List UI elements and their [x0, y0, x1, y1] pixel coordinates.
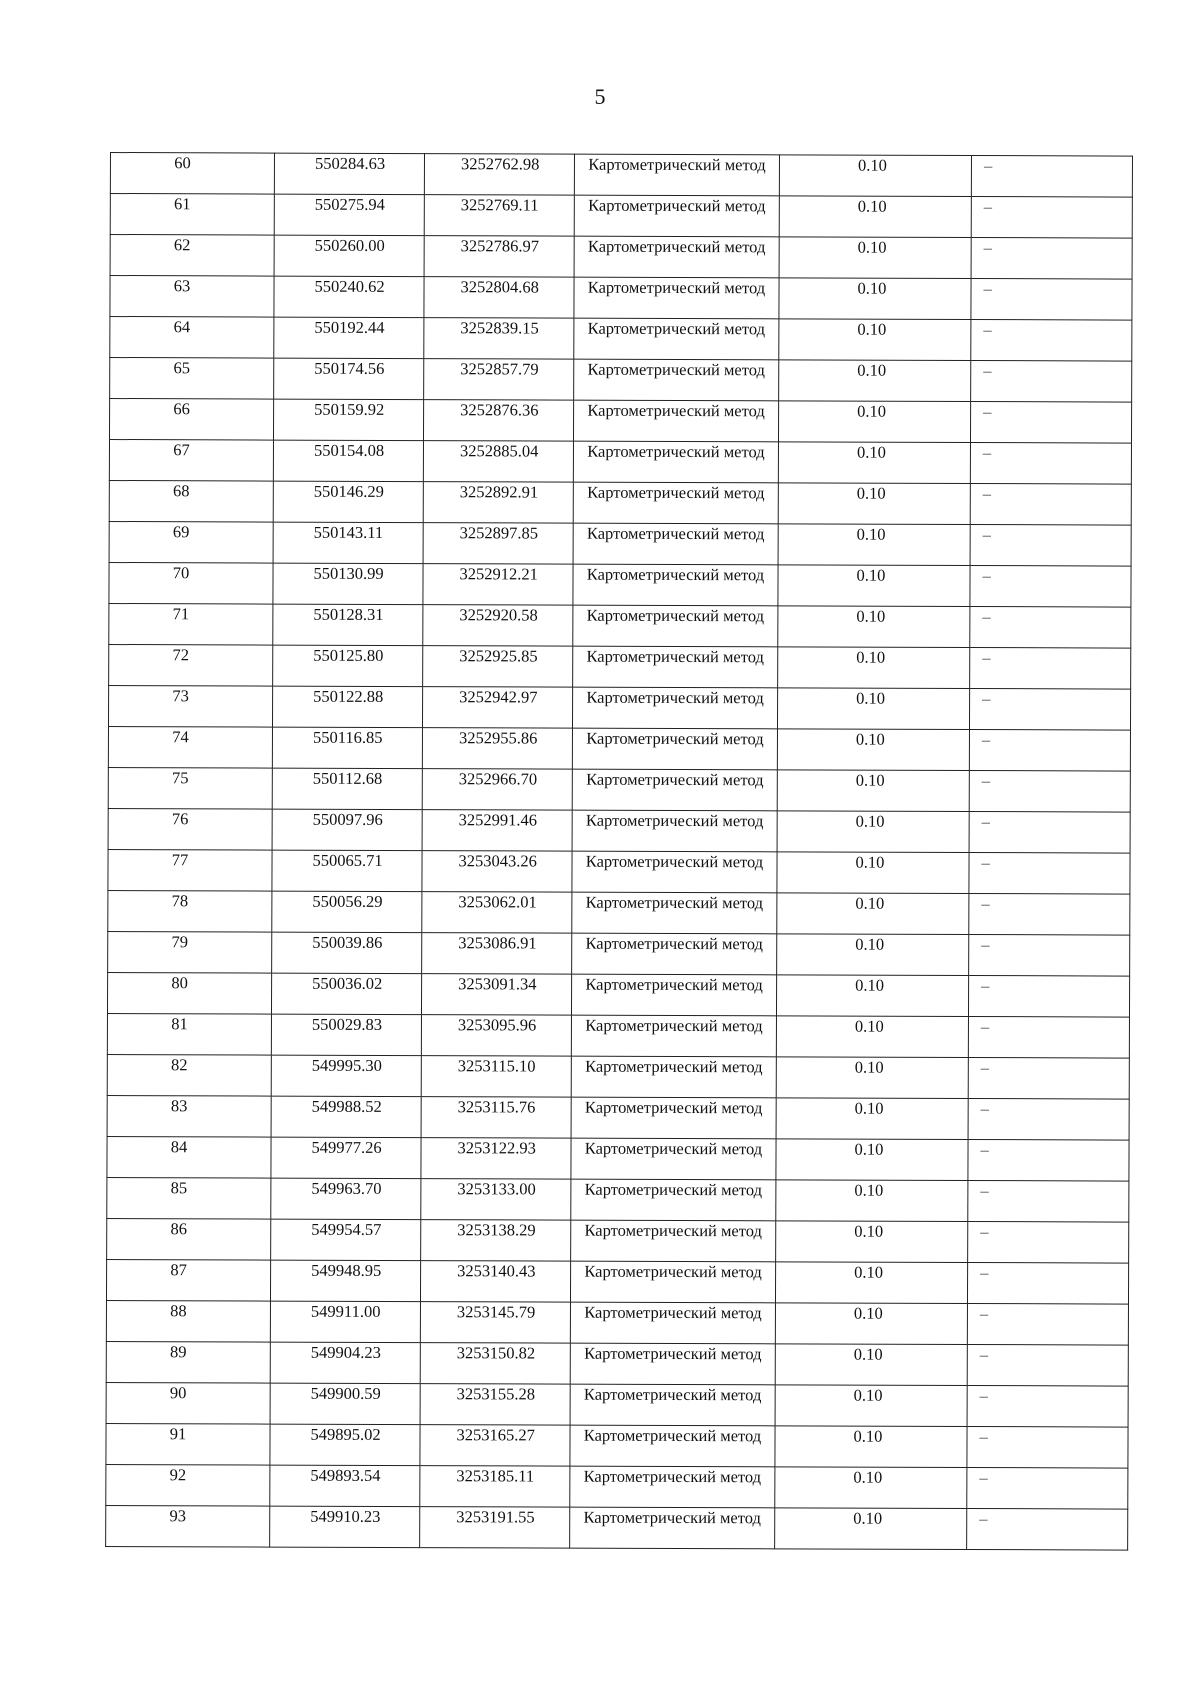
- accuracy-cell: 0.10: [776, 1221, 968, 1263]
- method-cell: Картометрический метод: [570, 1466, 775, 1508]
- method-cell: Картометрический метод: [574, 154, 779, 196]
- method-cell: Картометрический метод: [570, 1507, 775, 1549]
- note-cell: –: [971, 238, 1132, 280]
- point-number-cell: 64: [110, 317, 274, 359]
- point-number-cell: 85: [107, 1177, 271, 1219]
- note-cell: –: [969, 730, 1130, 772]
- note-cell: –: [968, 1181, 1129, 1223]
- y-coordinate-cell: 3252897.85: [423, 523, 573, 565]
- point-number-cell: 91: [106, 1423, 270, 1465]
- note-cell: –: [971, 279, 1132, 321]
- y-coordinate-cell: 3253155.28: [420, 1384, 570, 1426]
- table-row: [109, 480, 1131, 525]
- method-cell: Картометрический метод: [570, 1302, 775, 1344]
- y-coordinate-cell: 3253091.34: [421, 974, 571, 1016]
- x-coordinate-cell: 549911.00: [270, 1301, 420, 1343]
- table-row: [107, 1095, 1129, 1140]
- table-row: [108, 808, 1130, 853]
- table-row: [109, 521, 1131, 566]
- accuracy-cell: 0.10: [777, 852, 969, 894]
- y-coordinate-cell: 3253185.11: [420, 1466, 570, 1508]
- point-number-cell: 80: [107, 972, 271, 1014]
- accuracy-cell: 0.10: [775, 1344, 967, 1386]
- y-coordinate-cell: 3252769.11: [424, 195, 574, 237]
- table-row: [110, 276, 1132, 321]
- note-cell: –: [971, 320, 1132, 362]
- accuracy-cell: 0.10: [779, 196, 971, 238]
- method-cell: Картометрический метод: [571, 1138, 776, 1180]
- y-coordinate-cell: 3252925.85: [423, 646, 573, 688]
- table-row: [106, 1464, 1128, 1509]
- accuracy-cell: 0.10: [777, 729, 969, 771]
- y-coordinate-cell: 3253095.96: [421, 1015, 571, 1057]
- x-coordinate-cell: 550036.02: [271, 973, 421, 1015]
- note-cell: –: [970, 484, 1131, 526]
- method-cell: Картометрический метод: [572, 933, 777, 975]
- table-row: [107, 1177, 1129, 1222]
- accuracy-cell: 0.10: [778, 606, 970, 648]
- y-coordinate-cell: 3253140.43: [420, 1261, 570, 1303]
- table-row: [107, 1013, 1129, 1058]
- accuracy-cell: 0.10: [775, 1303, 967, 1345]
- note-cell: –: [971, 361, 1132, 403]
- point-number-cell: 67: [109, 440, 273, 482]
- point-number-cell: 73: [108, 685, 272, 727]
- point-number-cell: 83: [107, 1095, 271, 1137]
- y-coordinate-cell: 3252839.15: [424, 318, 574, 360]
- accuracy-cell: 0.10: [778, 647, 970, 689]
- y-coordinate-cell: 3253165.27: [420, 1425, 570, 1467]
- method-cell: Картометрический метод: [572, 892, 777, 934]
- y-coordinate-cell: 3252920.58: [423, 605, 573, 647]
- note-cell: –: [968, 976, 1129, 1018]
- note-cell: –: [969, 935, 1130, 977]
- method-cell: Картометрический метод: [571, 1179, 776, 1221]
- point-number-cell: 79: [108, 931, 272, 973]
- x-coordinate-cell: 550125.80: [273, 645, 423, 687]
- table-row: [107, 1054, 1129, 1099]
- accuracy-cell: 0.10: [775, 1467, 967, 1509]
- x-coordinate-cell: 549900.59: [270, 1383, 420, 1425]
- note-cell: –: [971, 156, 1132, 198]
- table-row: [106, 1382, 1128, 1427]
- point-number-cell: 60: [110, 153, 274, 195]
- table-row: [107, 972, 1129, 1017]
- method-cell: Картометрический метод: [573, 646, 778, 688]
- x-coordinate-cell: 550128.31: [273, 604, 423, 646]
- x-coordinate-cell: 550056.29: [272, 891, 422, 933]
- note-cell: –: [969, 853, 1130, 895]
- accuracy-cell: 0.10: [778, 401, 970, 443]
- coordinates-table: [105, 152, 1133, 1551]
- table-row: [108, 931, 1130, 976]
- method-cell: Картометрический метод: [570, 1343, 775, 1385]
- x-coordinate-cell: 550130.99: [273, 563, 423, 605]
- accuracy-cell: 0.10: [776, 1139, 968, 1181]
- x-coordinate-cell: 549954.57: [271, 1219, 421, 1261]
- x-coordinate-cell: 550029.83: [271, 1014, 421, 1056]
- note-cell: –: [968, 1099, 1129, 1141]
- method-cell: Картометрический метод: [573, 605, 778, 647]
- accuracy-cell: 0.10: [777, 934, 969, 976]
- note-cell: –: [969, 812, 1130, 854]
- y-coordinate-cell: 3253115.76: [421, 1097, 571, 1139]
- method-cell: Картометрический метод: [574, 236, 779, 278]
- x-coordinate-cell: 550122.88: [272, 686, 422, 728]
- accuracy-cell: 0.10: [779, 237, 971, 279]
- x-coordinate-cell: 550154.08: [273, 440, 423, 482]
- table-row: [108, 685, 1130, 730]
- y-coordinate-cell: 3252991.46: [422, 810, 572, 852]
- method-cell: Картометрический метод: [571, 1097, 776, 1139]
- accuracy-cell: 0.10: [778, 565, 970, 607]
- method-cell: Картометрический метод: [570, 1384, 775, 1426]
- accuracy-cell: 0.10: [775, 1508, 967, 1550]
- method-cell: Картометрический метод: [572, 851, 777, 893]
- method-cell: Картометрический метод: [573, 523, 778, 565]
- method-cell: Картометрический метод: [571, 974, 776, 1016]
- accuracy-cell: 0.10: [775, 1262, 967, 1304]
- y-coordinate-cell: 3252804.68: [424, 277, 574, 319]
- accuracy-cell: 0.10: [778, 524, 970, 566]
- point-number-cell: 62: [110, 235, 274, 277]
- y-coordinate-cell: 3253122.93: [421, 1138, 571, 1180]
- table-row: [108, 890, 1130, 935]
- table-row: [106, 1505, 1128, 1550]
- note-cell: –: [967, 1385, 1128, 1427]
- x-coordinate-cell: 550159.92: [273, 399, 423, 441]
- note-cell: –: [968, 1140, 1129, 1182]
- table-row: [109, 399, 1131, 444]
- table-row: [107, 1218, 1129, 1263]
- table-row: [106, 1423, 1128, 1468]
- method-cell: Картометрический метод: [573, 564, 778, 606]
- y-coordinate-cell: 3253145.79: [420, 1302, 570, 1344]
- point-number-cell: 75: [108, 767, 272, 809]
- method-cell: Картометрический метод: [570, 1425, 775, 1467]
- x-coordinate-cell: 549988.52: [271, 1096, 421, 1138]
- y-coordinate-cell: 3252892.91: [423, 482, 573, 524]
- point-number-cell: 65: [110, 358, 274, 400]
- y-coordinate-cell: 3253138.29: [421, 1220, 571, 1262]
- point-number-cell: 90: [106, 1382, 270, 1424]
- note-cell: –: [967, 1508, 1128, 1550]
- note-cell: –: [967, 1426, 1128, 1468]
- x-coordinate-cell: 550116.85: [272, 727, 422, 769]
- table-row: [109, 562, 1131, 607]
- method-cell: Картометрический метод: [571, 1056, 776, 1098]
- accuracy-cell: 0.10: [779, 360, 971, 402]
- x-coordinate-cell: 550174.56: [274, 358, 424, 400]
- y-coordinate-cell: 3252762.98: [424, 154, 574, 196]
- point-number-cell: 63: [110, 276, 274, 318]
- table-row: [108, 726, 1130, 771]
- y-coordinate-cell: 3252912.21: [423, 564, 573, 606]
- note-cell: –: [970, 607, 1131, 649]
- y-coordinate-cell: 3252857.79: [424, 359, 574, 401]
- accuracy-cell: 0.10: [779, 278, 971, 320]
- note-cell: –: [970, 443, 1131, 485]
- note-cell: –: [967, 1467, 1128, 1509]
- note-cell: –: [970, 566, 1131, 608]
- method-cell: Картометрический метод: [573, 482, 778, 524]
- x-coordinate-cell: 549893.54: [270, 1465, 420, 1507]
- accuracy-cell: 0.10: [779, 155, 971, 197]
- point-number-cell: 89: [106, 1341, 270, 1383]
- method-cell: Картометрический метод: [574, 277, 779, 319]
- x-coordinate-cell: 549995.30: [271, 1055, 421, 1097]
- note-cell: –: [970, 402, 1131, 444]
- point-number-cell: 61: [110, 194, 274, 236]
- point-number-cell: 68: [109, 480, 273, 522]
- point-number-cell: 87: [106, 1259, 270, 1301]
- y-coordinate-cell: 3252955.86: [422, 728, 572, 770]
- x-coordinate-cell: 550146.29: [273, 481, 423, 523]
- point-number-cell: 76: [108, 808, 272, 850]
- method-cell: Картометрический метод: [572, 687, 777, 729]
- point-number-cell: 92: [106, 1464, 270, 1506]
- table-row: [109, 644, 1131, 689]
- table-row: [110, 235, 1132, 280]
- method-cell: Картометрический метод: [574, 318, 779, 360]
- x-coordinate-cell: 550143.11: [273, 522, 423, 564]
- point-number-cell: 69: [109, 521, 273, 563]
- table-row: [110, 153, 1132, 198]
- point-number-cell: 66: [109, 399, 273, 441]
- accuracy-cell: 0.10: [775, 1385, 967, 1427]
- y-coordinate-cell: 3253133.00: [421, 1179, 571, 1221]
- note-cell: –: [969, 771, 1130, 813]
- x-coordinate-cell: 550275.94: [274, 194, 424, 236]
- note-cell: –: [969, 894, 1130, 936]
- x-coordinate-cell: 550284.63: [274, 153, 424, 195]
- method-cell: Картометрический метод: [571, 1015, 776, 1057]
- table-row: [110, 194, 1132, 239]
- table-body: [106, 153, 1133, 1551]
- accuracy-cell: 0.10: [777, 893, 969, 935]
- note-cell: –: [968, 1222, 1129, 1264]
- accuracy-cell: 0.10: [776, 1016, 968, 1058]
- y-coordinate-cell: 3253086.91: [422, 933, 572, 975]
- point-number-cell: 82: [107, 1054, 271, 1096]
- y-coordinate-cell: 3252966.70: [422, 769, 572, 811]
- note-cell: –: [967, 1304, 1128, 1346]
- table-row: [109, 440, 1131, 485]
- accuracy-cell: 0.10: [777, 811, 969, 853]
- x-coordinate-cell: 549895.02: [270, 1424, 420, 1466]
- point-number-cell: 70: [109, 562, 273, 604]
- method-cell: Картометрический метод: [571, 1220, 776, 1262]
- point-number-cell: 81: [107, 1013, 271, 1055]
- accuracy-cell: 0.10: [778, 442, 970, 484]
- point-number-cell: 71: [109, 603, 273, 645]
- table-row: [106, 1300, 1128, 1345]
- accuracy-cell: 0.10: [777, 770, 969, 812]
- method-cell: Картометрический метод: [572, 810, 777, 852]
- x-coordinate-cell: 549910.23: [270, 1506, 420, 1548]
- x-coordinate-cell: 549904.23: [270, 1342, 420, 1384]
- method-cell: Картометрический метод: [573, 400, 778, 442]
- note-cell: –: [967, 1263, 1128, 1305]
- x-coordinate-cell: 550240.62: [274, 276, 424, 318]
- x-coordinate-cell: 549977.26: [271, 1137, 421, 1179]
- point-number-cell: 74: [108, 726, 272, 768]
- accuracy-cell: 0.10: [776, 975, 968, 1017]
- point-number-cell: 86: [107, 1218, 271, 1260]
- method-cell: Картометрический метод: [572, 769, 777, 811]
- x-coordinate-cell: 550260.00: [274, 235, 424, 277]
- note-cell: –: [970, 525, 1131, 567]
- accuracy-cell: 0.10: [777, 688, 969, 730]
- table-row: [107, 1136, 1129, 1181]
- table-row: [108, 849, 1130, 894]
- x-coordinate-cell: 550097.96: [272, 809, 422, 851]
- x-coordinate-cell: 549963.70: [271, 1178, 421, 1220]
- y-coordinate-cell: 3253115.10: [421, 1056, 571, 1098]
- point-number-cell: 88: [106, 1300, 270, 1342]
- x-coordinate-cell: 550112.68: [272, 768, 422, 810]
- note-cell: –: [969, 689, 1130, 731]
- table-row: [110, 317, 1132, 362]
- method-cell: Картометрический метод: [572, 728, 777, 770]
- accuracy-cell: 0.10: [776, 1098, 968, 1140]
- table-row: [106, 1341, 1128, 1386]
- method-cell: Картометрический метод: [573, 441, 778, 483]
- y-coordinate-cell: 3252942.97: [422, 687, 572, 729]
- point-number-cell: 78: [108, 890, 272, 932]
- table-row: [110, 358, 1132, 403]
- method-cell: Картометрический метод: [574, 359, 779, 401]
- accuracy-cell: 0.10: [778, 483, 970, 525]
- x-coordinate-cell: 549948.95: [270, 1260, 420, 1302]
- note-cell: –: [967, 1345, 1128, 1387]
- x-coordinate-cell: 550039.86: [272, 932, 422, 974]
- accuracy-cell: 0.10: [775, 1426, 967, 1468]
- method-cell: Картометрический метод: [574, 195, 779, 237]
- y-coordinate-cell: 3253150.82: [420, 1343, 570, 1385]
- accuracy-cell: 0.10: [779, 319, 971, 361]
- point-number-cell: 77: [108, 849, 272, 891]
- accuracy-cell: 0.10: [776, 1057, 968, 1099]
- note-cell: –: [970, 648, 1131, 690]
- point-number-cell: 84: [107, 1136, 271, 1178]
- table-row: [108, 767, 1130, 812]
- page-number: 5: [594, 84, 606, 109]
- point-number-cell: 72: [109, 644, 273, 686]
- y-coordinate-cell: 3252786.97: [424, 236, 574, 278]
- table-row: [106, 1259, 1128, 1304]
- y-coordinate-cell: 3253191.55: [420, 1507, 570, 1549]
- note-cell: –: [968, 1017, 1129, 1059]
- y-coordinate-cell: 3253062.01: [422, 892, 572, 934]
- x-coordinate-cell: 550065.71: [272, 850, 422, 892]
- y-coordinate-cell: 3252885.04: [423, 441, 573, 483]
- method-cell: Картометрический метод: [570, 1261, 775, 1303]
- point-number-cell: 93: [106, 1505, 270, 1547]
- note-cell: –: [968, 1058, 1129, 1100]
- accuracy-cell: 0.10: [776, 1180, 968, 1222]
- y-coordinate-cell: 3252876.36: [423, 400, 573, 442]
- table-row: [109, 603, 1131, 648]
- y-coordinate-cell: 3253043.26: [422, 851, 572, 893]
- note-cell: –: [971, 197, 1132, 239]
- x-coordinate-cell: 550192.44: [274, 317, 424, 359]
